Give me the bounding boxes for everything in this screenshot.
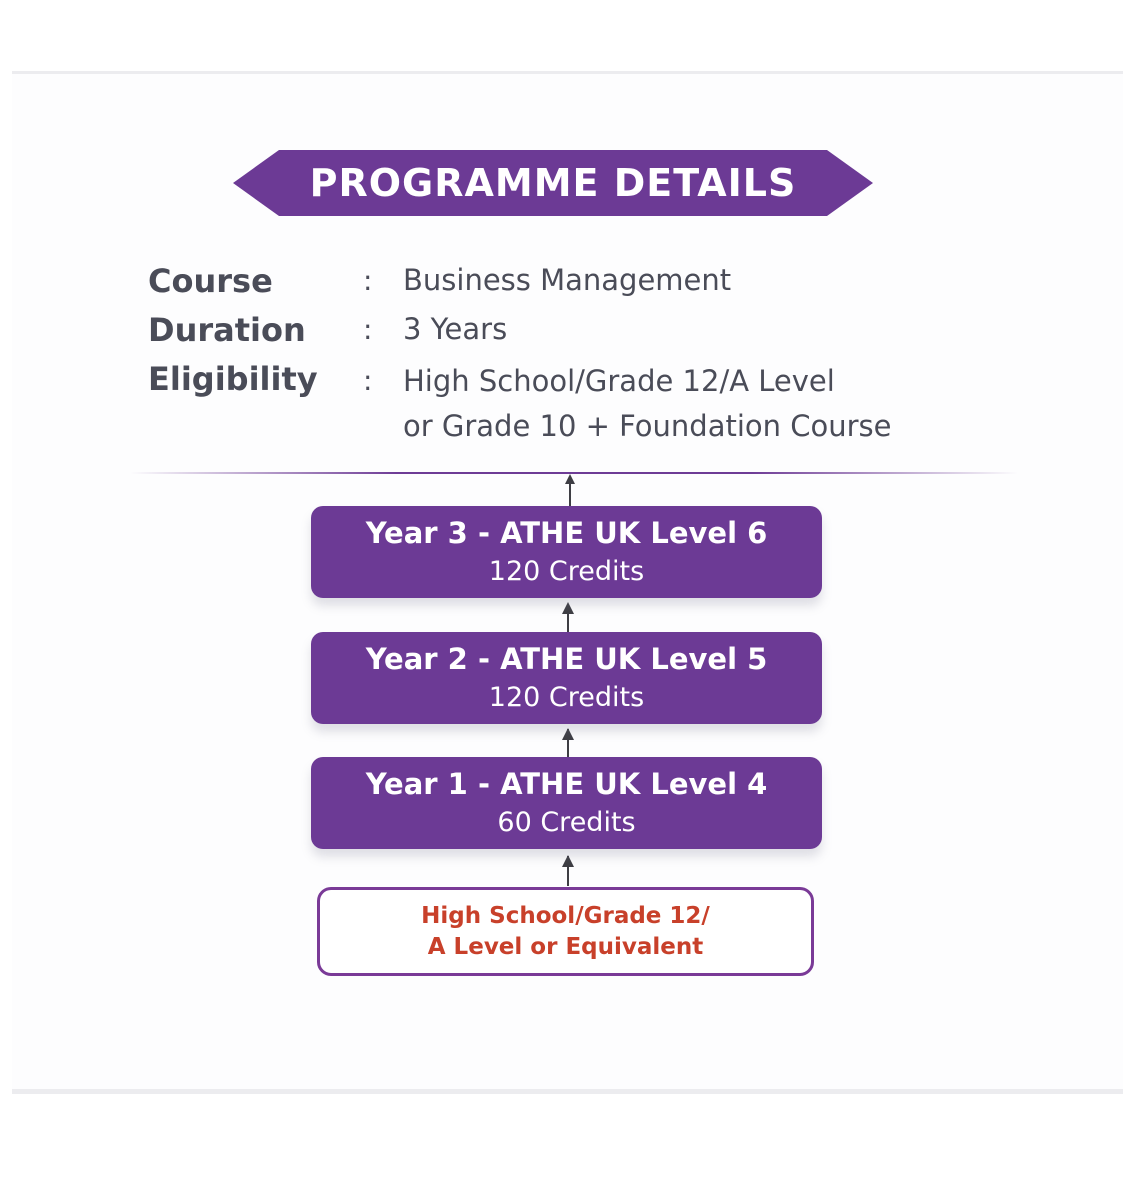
arrow-year1-to-year2-icon: [562, 728, 574, 757]
eligibility-value-line2: or Grade 10 + Foundation Course: [403, 409, 892, 443]
entry-requirement-box: [317, 887, 814, 976]
year-2-credits: 120 Credits: [488, 682, 645, 713]
year-3-box: [311, 506, 822, 598]
duration-label: Duration: [148, 311, 306, 349]
course-colon: :: [363, 264, 373, 297]
year-3-title: Year 3 - ATHE UK Level 6: [365, 516, 768, 550]
year-2-box: [311, 632, 822, 724]
duration-value: 3 Years: [403, 312, 508, 346]
year-1-box: [311, 757, 822, 849]
eligibility-colon: :: [363, 364, 373, 397]
eligibility-label: Eligibility: [148, 360, 318, 398]
course-value: Business Management: [403, 263, 732, 297]
duration-colon: :: [363, 313, 373, 346]
entry-requirement-line2: A Level or Equivalent: [427, 934, 704, 960]
eligibility-value-line1: High School/Grade 12/A Level: [403, 364, 835, 398]
course-label: Course: [148, 262, 273, 300]
arrow-year3-up-icon: [565, 474, 575, 506]
arrow-entry-to-year1-icon: [562, 855, 574, 886]
year-3-credits: 120 Credits: [488, 556, 645, 587]
entry-requirement-line1: High School/Grade 12/: [421, 903, 710, 929]
year-1-credits: 60 Credits: [497, 807, 636, 838]
year-2-title: Year 2 - ATHE UK Level 5: [365, 642, 768, 676]
banner-title: PROGRAMME DETAILS: [309, 161, 797, 205]
arrow-year2-to-year3-icon: [562, 602, 574, 632]
year-1-title: Year 1 - ATHE UK Level 4: [365, 767, 768, 801]
